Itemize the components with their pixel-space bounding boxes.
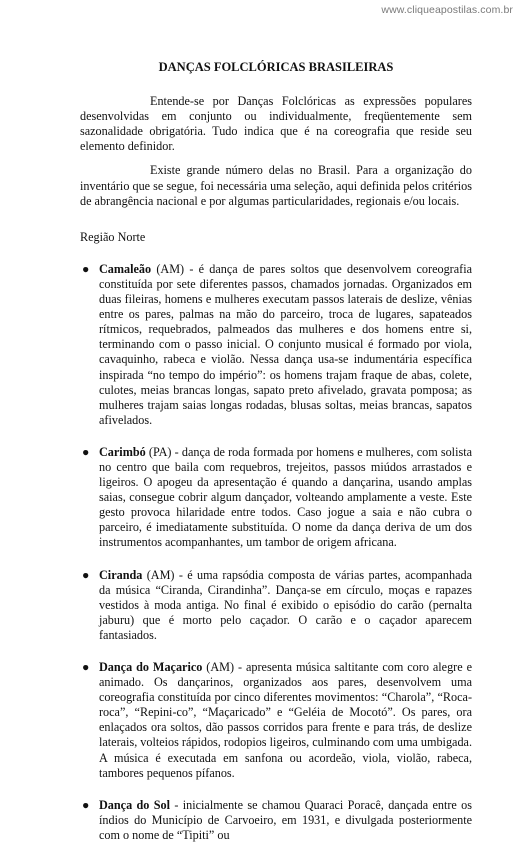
document-body xyxy=(80,60,472,860)
dance-item-macarico xyxy=(80,660,472,781)
dance-name: Camaleão xyxy=(99,261,152,276)
dance-item-camaleao xyxy=(80,262,472,428)
dance-item-carimbo xyxy=(80,445,472,551)
site-watermark[interactable]: www.cliqueapostilas.com.br xyxy=(381,4,513,16)
dance-description: - inicialmente se chamou Quaraci Poracê, dançada entre os índios do Município de Carvoeiro, em 1931, e divulgada posteriormente com o nome de “Tipiti” ou xyxy=(99,797,472,842)
dance-name: Carimbó xyxy=(99,444,146,459)
dance-name: Ciranda xyxy=(99,567,143,582)
dance-list xyxy=(80,262,472,843)
bullet-icon: ● xyxy=(82,567,90,582)
bullet-icon: ● xyxy=(82,797,90,812)
dance-item-sol xyxy=(80,798,472,843)
document-title: DANÇAS FOLCLÓRICAS BRASILEIRAS xyxy=(158,60,394,74)
bullet-icon: ● xyxy=(82,660,90,674)
dance-description: (AM) - é dança de pares soltos que desenvolvem coreografia constituída por sete diferentes passos, chamados jornadas. Organizados em duas fileiras, homens e mulheres executam passos laterais de deslize, vênias entre os pares, palmas na mão do parceiro, troca de lugares, sapateados rítmicos, requebrados, palmeados das mulheres e dos homens entre si, terminando com o passo inicial. O conjunto musical é formado por viola, cavaquinho, rabeca e violão. Nessa dança usa-se indumentária específica inspirada “no tempo do império”: os homens trajam fraque de abas, colete, culotes, meias brancas longas, sapato preto afivelado, gravata pomposa; as mulheres trajam saias longas rodadas, blusas soltas, meias brancas, sapatos afivelados. xyxy=(99,261,472,427)
dance-name: Dança do Maçarico xyxy=(99,660,203,674)
dance-description: (AM) - apresenta música saltitante com coro alegre e animado. Os dançarinos, organizados aos pares, desenvolvem uma coreografia constituída por cinco diferentes movimentos: “Charola”, “Roca-roca”, “Repini-co”, “Maçaricado” e “Geléia de Mocotó”. Os pares, ora enlaçados ora soltos, dão passos corridos para frente e para trás, de deslize laterais, volteios rápidos, rodopios ligeiros, culminando com uma umbigada. A música é executada em sanfona ou acordeão, viola, violão, rabeca, tambores pequenos pífanos. xyxy=(99,660,472,780)
dance-name: Dança do Sol xyxy=(99,797,170,812)
intro-paragraph: Entende-se por Danças Folclóricas as expressões populares desenvolvidas em conjunto ou individualmente, freqüentemente sem sazonalidade obrigatória. Tudo indica que é na coreografia que reside seu elemento definidor. xyxy=(80,94,472,154)
bullet-icon: ● xyxy=(82,261,90,276)
dance-item-ciranda xyxy=(80,568,472,643)
inventory-paragraph: Existe grande número delas no Brasil. Para a organização do inventário que se segue, foi necessária uma seleção, aqui definida pelos critérios de abrangência nacional e por algumas particularidades, regionais e/ou locais. xyxy=(80,163,472,208)
dance-description: (AM) - é uma rapsódia composta de várias partes, acompanhada da música “Ciranda, Cirandinha”. Dança-se em círculo, moças e rapazes vestidos à moda antiga. No final é exibido o episódio do carão (pernalta jaburu) que é morto pelo caçador. O carão e o caçador aparecem fantasiados. xyxy=(99,567,472,642)
dance-description: (PA) - dança de roda formada por homens e mulheres, com solista no centro que baila com requebros, trejeitos, passos miúdos arrastados e ligeiros. O apogeu da apresentação é quando a dançarina, usando amplas saias, consegue cobrir algum dançador, volteando amplamente a veste. Este gesto provoca hilaridade entre todos. Caso jogue a saia e não cubra o parceiro, é imediatamente substituída. O nome da dança deriva de um dos instrumentos acompanhantes, um tambor de origem africana. xyxy=(99,444,472,550)
bullet-icon: ● xyxy=(82,444,90,459)
region-heading: Região Norte xyxy=(80,229,146,244)
